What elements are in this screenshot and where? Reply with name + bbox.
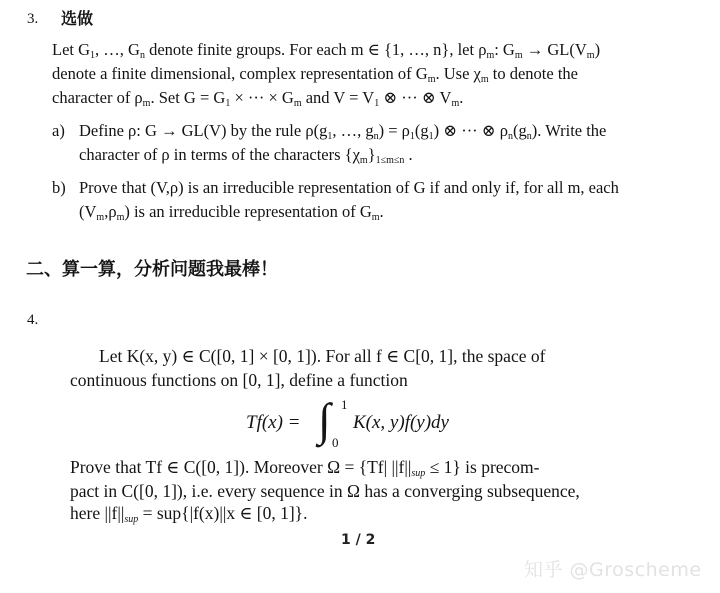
problem-4-line-4: pact in C([0, 1]), i.e. every sequence in Ω has a converging subsequence,	[70, 481, 580, 501]
formula-lhs: Tf(x) =	[246, 412, 301, 433]
problem-4-line-1: Let K(x, y) ∈ C([0, 1] × [0, 1]). For all f ∈ C[0, 1], the space of	[99, 346, 546, 366]
zhihu-watermark: 知乎 @Groscheme	[524, 559, 702, 581]
integral-lower-limit: 0	[332, 435, 339, 450]
integral-formula	[246, 394, 506, 453]
part-b-line-2: $(V_m,\rho_m)$ is an irreducible representation of $G_m$.	[79, 202, 384, 223]
problem-3-intro-line-3: character of $\rho_m$. Set $G = G_1$ × ··· × $G_m$ and $V = V_1$ ⊗ ··· ⊗ $V_m$.	[52, 88, 464, 109]
integral-sign: ∫	[318, 394, 331, 445]
part-a-line-1: Define ρ: G → GL(V) by the rule $\rho(g_1$, …, $g_n) = \rho_1(g_1)$ ⊗ ··· ⊗ $\rho_n(g_n)$. Write the	[79, 121, 607, 142]
section-heading: 二、算一算，分析问题我最棒！	[26, 259, 278, 280]
part-a-label: a)	[52, 121, 65, 140]
part-b-label: b)	[52, 178, 66, 197]
problem-3-number: 3.	[27, 11, 39, 27]
page-indicator: 1 / 2	[341, 532, 376, 548]
problem-3-intro-line-2: denote a finite dimensional, complex representation of $G_m$. Use $\chi_m$ to denote the	[52, 64, 578, 85]
problem-3-title: 选做	[61, 9, 94, 28]
problem-4-number: 4.	[27, 312, 39, 328]
part-b-line-1: Prove that (V,ρ) is an irreducible representation of G if and only if, for all m, each	[79, 178, 619, 197]
problem-4-line-5: here $||f||_{sup} = sup\{|f(x)||x$ ∈ [0, 1]}.	[70, 503, 308, 525]
formula-rhs: K(x, y)f(y)dy	[353, 412, 449, 433]
integral-upper-limit: 1	[341, 397, 348, 412]
problem-4-line-2: continuous functions on [0, 1], define a function	[70, 370, 408, 390]
problem-4-line-3: Prove that Tf ∈ C([0, 1]). Moreover Ω = {Tf| $||f||_{sup} \le 1$} is precom-	[70, 457, 540, 479]
problem-3-intro-line-1: Let $G_1$, …, $G_n$ denote finite groups. For each m ∈ {1, …, n}, let $\rho_m$: $G_m \to GL(V_m)$	[52, 40, 601, 61]
part-a-line-2: character of ρ in terms of the characters $\{\chi_m\}_{1\le m\le n}$ .	[79, 145, 413, 166]
